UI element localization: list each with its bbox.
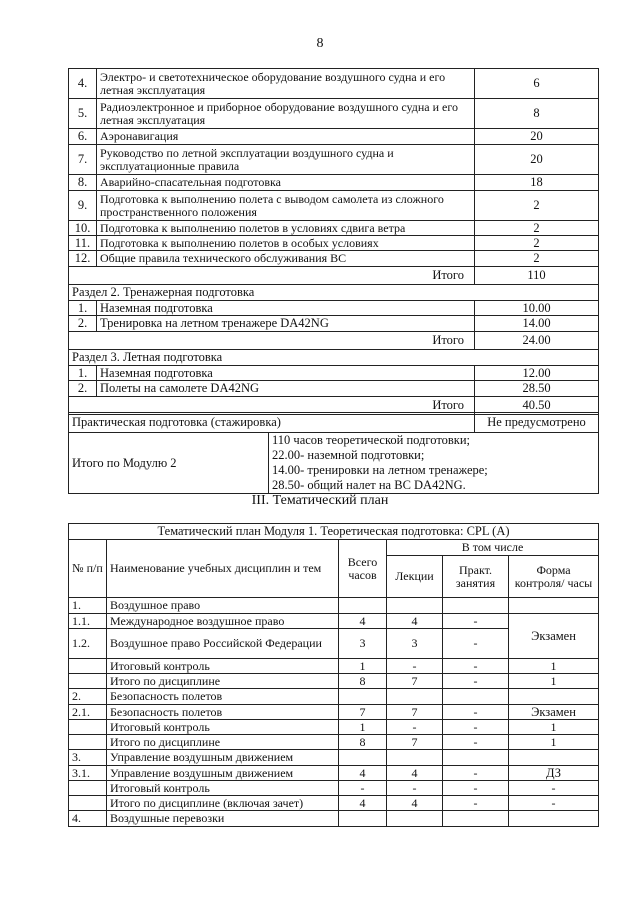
plan-caption: Тематический план Модуля 1. Теоретическая подготовка: CPL (A) xyxy=(69,524,599,540)
lecture-hours: - xyxy=(387,781,443,796)
total-hours: - xyxy=(339,781,387,796)
table-row xyxy=(69,766,599,781)
lecture-hours: - xyxy=(387,659,443,674)
practice-hours: - xyxy=(443,735,509,750)
row-number: 1. xyxy=(69,598,107,614)
header-total: Всего часов xyxy=(339,540,387,598)
total-hours: 1 xyxy=(339,659,387,674)
lecture-hours: 7 xyxy=(387,674,443,689)
control-form: ДЗ xyxy=(509,766,599,781)
module-total-line: 14.00- тренировки на летном тренажере; xyxy=(272,463,488,477)
discipline-name: Безопасность полетов xyxy=(107,689,339,705)
control-form: - xyxy=(509,781,599,796)
row-number: 2. xyxy=(69,316,97,332)
practice-value: Не предусмотрено xyxy=(475,413,599,433)
discipline-name: Общие правила технического обслуживания ВС xyxy=(97,251,475,267)
module-total-details xyxy=(269,433,599,494)
total-row xyxy=(69,332,599,350)
hours-value: 2 xyxy=(475,236,599,251)
total-row xyxy=(69,267,599,285)
total-hours: 4 xyxy=(339,614,387,629)
total-value: 24.00 xyxy=(475,332,599,350)
row-number: 5. xyxy=(69,99,97,129)
row-number: 4. xyxy=(69,811,107,827)
row-number xyxy=(69,796,107,811)
lecture-hours: 4 xyxy=(387,766,443,781)
practice-hours: - xyxy=(443,705,509,720)
hours-value: 14.00 xyxy=(475,316,599,332)
hours-value: 10.00 xyxy=(475,301,599,316)
table-row xyxy=(69,735,599,750)
table-row xyxy=(69,720,599,735)
discipline-name: Аварийно-спасательная подготовка xyxy=(97,175,475,191)
row-number: 2. xyxy=(69,381,97,397)
practice-hours: - xyxy=(443,720,509,735)
practice-hours: - xyxy=(443,781,509,796)
lecture-hours: 3 xyxy=(387,629,443,659)
control-form: - xyxy=(509,796,599,811)
lecture-hours: 4 xyxy=(387,796,443,811)
practice-table xyxy=(68,412,599,494)
table-row xyxy=(69,366,599,381)
row-number xyxy=(69,781,107,796)
hours-value: 2 xyxy=(475,191,599,221)
discipline-name: Наземная подготовка xyxy=(97,301,475,316)
table-row xyxy=(69,145,599,175)
practice-hours: - xyxy=(443,614,509,629)
practice-row xyxy=(69,413,599,433)
discipline-name: Итоговый контроль xyxy=(107,659,339,674)
row-number xyxy=(69,735,107,750)
total-hours: 8 xyxy=(339,735,387,750)
page-number: 8 xyxy=(316,36,324,51)
thematic-plan-table xyxy=(68,523,599,827)
discipline-name: Руководство по летной эксплуатации воздушного судна и эксплуатационные правила xyxy=(97,145,475,175)
row-number: 2. xyxy=(69,689,107,705)
hours-value: 12.00 xyxy=(475,366,599,381)
hours-value: 28.50 xyxy=(475,381,599,397)
table-row xyxy=(69,796,599,811)
row-number: 2.1. xyxy=(69,705,107,720)
discipline-name: Полеты на самолете DA42NG xyxy=(97,381,475,397)
table-row xyxy=(69,705,599,720)
discipline-name: Итого по дисциплине xyxy=(107,674,339,689)
section-title: Раздел 2. Тренажерная подготовка xyxy=(69,285,599,301)
header-row xyxy=(69,540,599,556)
hours-value: 2 xyxy=(475,221,599,236)
section-row xyxy=(69,285,599,301)
discipline-name: Воздушное право xyxy=(107,598,339,614)
section-row xyxy=(69,350,599,366)
row-number: 10. xyxy=(69,221,97,236)
row-number xyxy=(69,674,107,689)
row-number xyxy=(69,720,107,735)
control-form: 1 xyxy=(509,735,599,750)
row-number: 4. xyxy=(69,69,97,99)
total-value: 110 xyxy=(475,267,599,285)
table-row xyxy=(69,781,599,796)
lecture-hours: 7 xyxy=(387,705,443,720)
practice-hours: - xyxy=(443,629,509,659)
discipline-name: Итоговый контроль xyxy=(107,720,339,735)
lecture-hours: 4 xyxy=(387,614,443,629)
table-row xyxy=(69,69,599,99)
total-hours: 1 xyxy=(339,720,387,735)
table-row xyxy=(69,191,599,221)
caption-row xyxy=(69,524,599,540)
header-num: № п/п xyxy=(69,540,107,598)
total-hours: 8 xyxy=(339,674,387,689)
discipline-name: Аэронавигация xyxy=(97,129,475,145)
discipline-name: Итого по дисциплине (включая зачет) xyxy=(107,796,339,811)
discipline-name: Управление воздушным движением xyxy=(107,750,339,766)
control-form: 1 xyxy=(509,659,599,674)
discipline-name: Электро- и светотехническое оборудование воздушного судна и его летная эксплуатация xyxy=(97,69,475,99)
section-row xyxy=(69,598,599,614)
row-number: 1.2. xyxy=(69,629,107,659)
discipline-name: Тренировка на летном тренажере DA42NG xyxy=(97,316,475,332)
discipline-name: Радиоэлектронное и приборное оборудование воздушного судна и его летная эксплуатация xyxy=(97,99,475,129)
header-practice: Практ. занятия xyxy=(443,556,509,598)
total-hours: 4 xyxy=(339,796,387,811)
section-row xyxy=(69,689,599,705)
row-number: 1. xyxy=(69,301,97,316)
practice-hours: - xyxy=(443,659,509,674)
hours-value: 6 xyxy=(475,69,599,99)
row-number xyxy=(69,659,107,674)
total-hours: 4 xyxy=(339,766,387,781)
header-name: Наименование учебных дисциплин и тем xyxy=(107,540,339,598)
row-number: 9. xyxy=(69,191,97,221)
discipline-name: Подготовка к выполнению полетов в условиях сдвига ветра xyxy=(97,221,475,236)
table-row xyxy=(69,251,599,267)
table-row xyxy=(69,381,599,397)
table-row xyxy=(69,614,599,629)
table-row xyxy=(69,99,599,129)
discipline-name: Международное воздушное право xyxy=(107,614,339,629)
header-control: Форма контроля/ часы xyxy=(509,556,599,598)
module2-table xyxy=(68,68,599,415)
module-total-row xyxy=(69,433,599,494)
section-title: Раздел 3. Летная подготовка xyxy=(69,350,599,366)
module-total-label: Итого по Модулю 2 xyxy=(69,433,269,494)
module-total-line: 28.50- общий налет на ВС DA42NG. xyxy=(272,478,466,492)
practice-hours: - xyxy=(443,674,509,689)
table-row xyxy=(69,659,599,674)
control-form: 1 xyxy=(509,674,599,689)
section-row xyxy=(69,811,599,827)
row-number: 3. xyxy=(69,750,107,766)
discipline-name: Воздушное право Российской Федерации xyxy=(107,629,339,659)
practice-label: Практическая подготовка (стажировка) xyxy=(69,413,475,433)
table-row xyxy=(69,301,599,316)
lecture-hours: - xyxy=(387,720,443,735)
total-hours: 3 xyxy=(339,629,387,659)
practice-hours: - xyxy=(443,796,509,811)
discipline-name: Воздушные перевозки xyxy=(107,811,339,827)
module-total-line: 110 часов теоретической подготовки; xyxy=(272,433,471,447)
discipline-name: Управление воздушным движением xyxy=(107,766,339,781)
discipline-name: Подготовка к выполнению полетов в особых условиях xyxy=(97,236,475,251)
header-including: В том числе xyxy=(387,540,599,556)
discipline-name: Итого по дисциплине xyxy=(107,735,339,750)
row-number: 1. xyxy=(69,366,97,381)
header-lectures: Лекции xyxy=(387,556,443,598)
table-row xyxy=(69,129,599,145)
row-number: 6. xyxy=(69,129,97,145)
total-label: Итого xyxy=(69,397,475,415)
table-row xyxy=(69,175,599,191)
table-row xyxy=(69,674,599,689)
module-total-line: 22.00- наземной подготовки; xyxy=(272,448,425,462)
total-label: Итого xyxy=(69,267,475,285)
practice-hours: - xyxy=(443,766,509,781)
hours-value: 20 xyxy=(475,129,599,145)
table-row xyxy=(69,236,599,251)
hours-value: 18 xyxy=(475,175,599,191)
row-number: 3.1. xyxy=(69,766,107,781)
section-row xyxy=(69,750,599,766)
table-row xyxy=(69,316,599,332)
lecture-hours: 7 xyxy=(387,735,443,750)
total-value: 40.50 xyxy=(475,397,599,415)
row-number: 11. xyxy=(69,236,97,251)
discipline-name: Подготовка к выполнению полета с выводом самолета из сложного пространственного положения xyxy=(97,191,475,221)
row-number: 7. xyxy=(69,145,97,175)
section-heading: III. Тематический план xyxy=(251,493,389,508)
hours-value: 2 xyxy=(475,251,599,267)
total-label: Итого xyxy=(69,332,475,350)
table-row xyxy=(69,221,599,236)
hours-value: 8 xyxy=(475,99,599,129)
discipline-name: Безопасность полетов xyxy=(107,705,339,720)
hours-value: 20 xyxy=(475,145,599,175)
control-form: Экзамен xyxy=(509,614,599,659)
discipline-name: Наземная подготовка xyxy=(97,366,475,381)
row-number: 12. xyxy=(69,251,97,267)
row-number: 1.1. xyxy=(69,614,107,629)
discipline-name: Итоговый контроль xyxy=(107,781,339,796)
control-form: 1 xyxy=(509,720,599,735)
total-hours: 7 xyxy=(339,705,387,720)
row-number: 8. xyxy=(69,175,97,191)
control-form: Экзамен xyxy=(509,705,599,720)
